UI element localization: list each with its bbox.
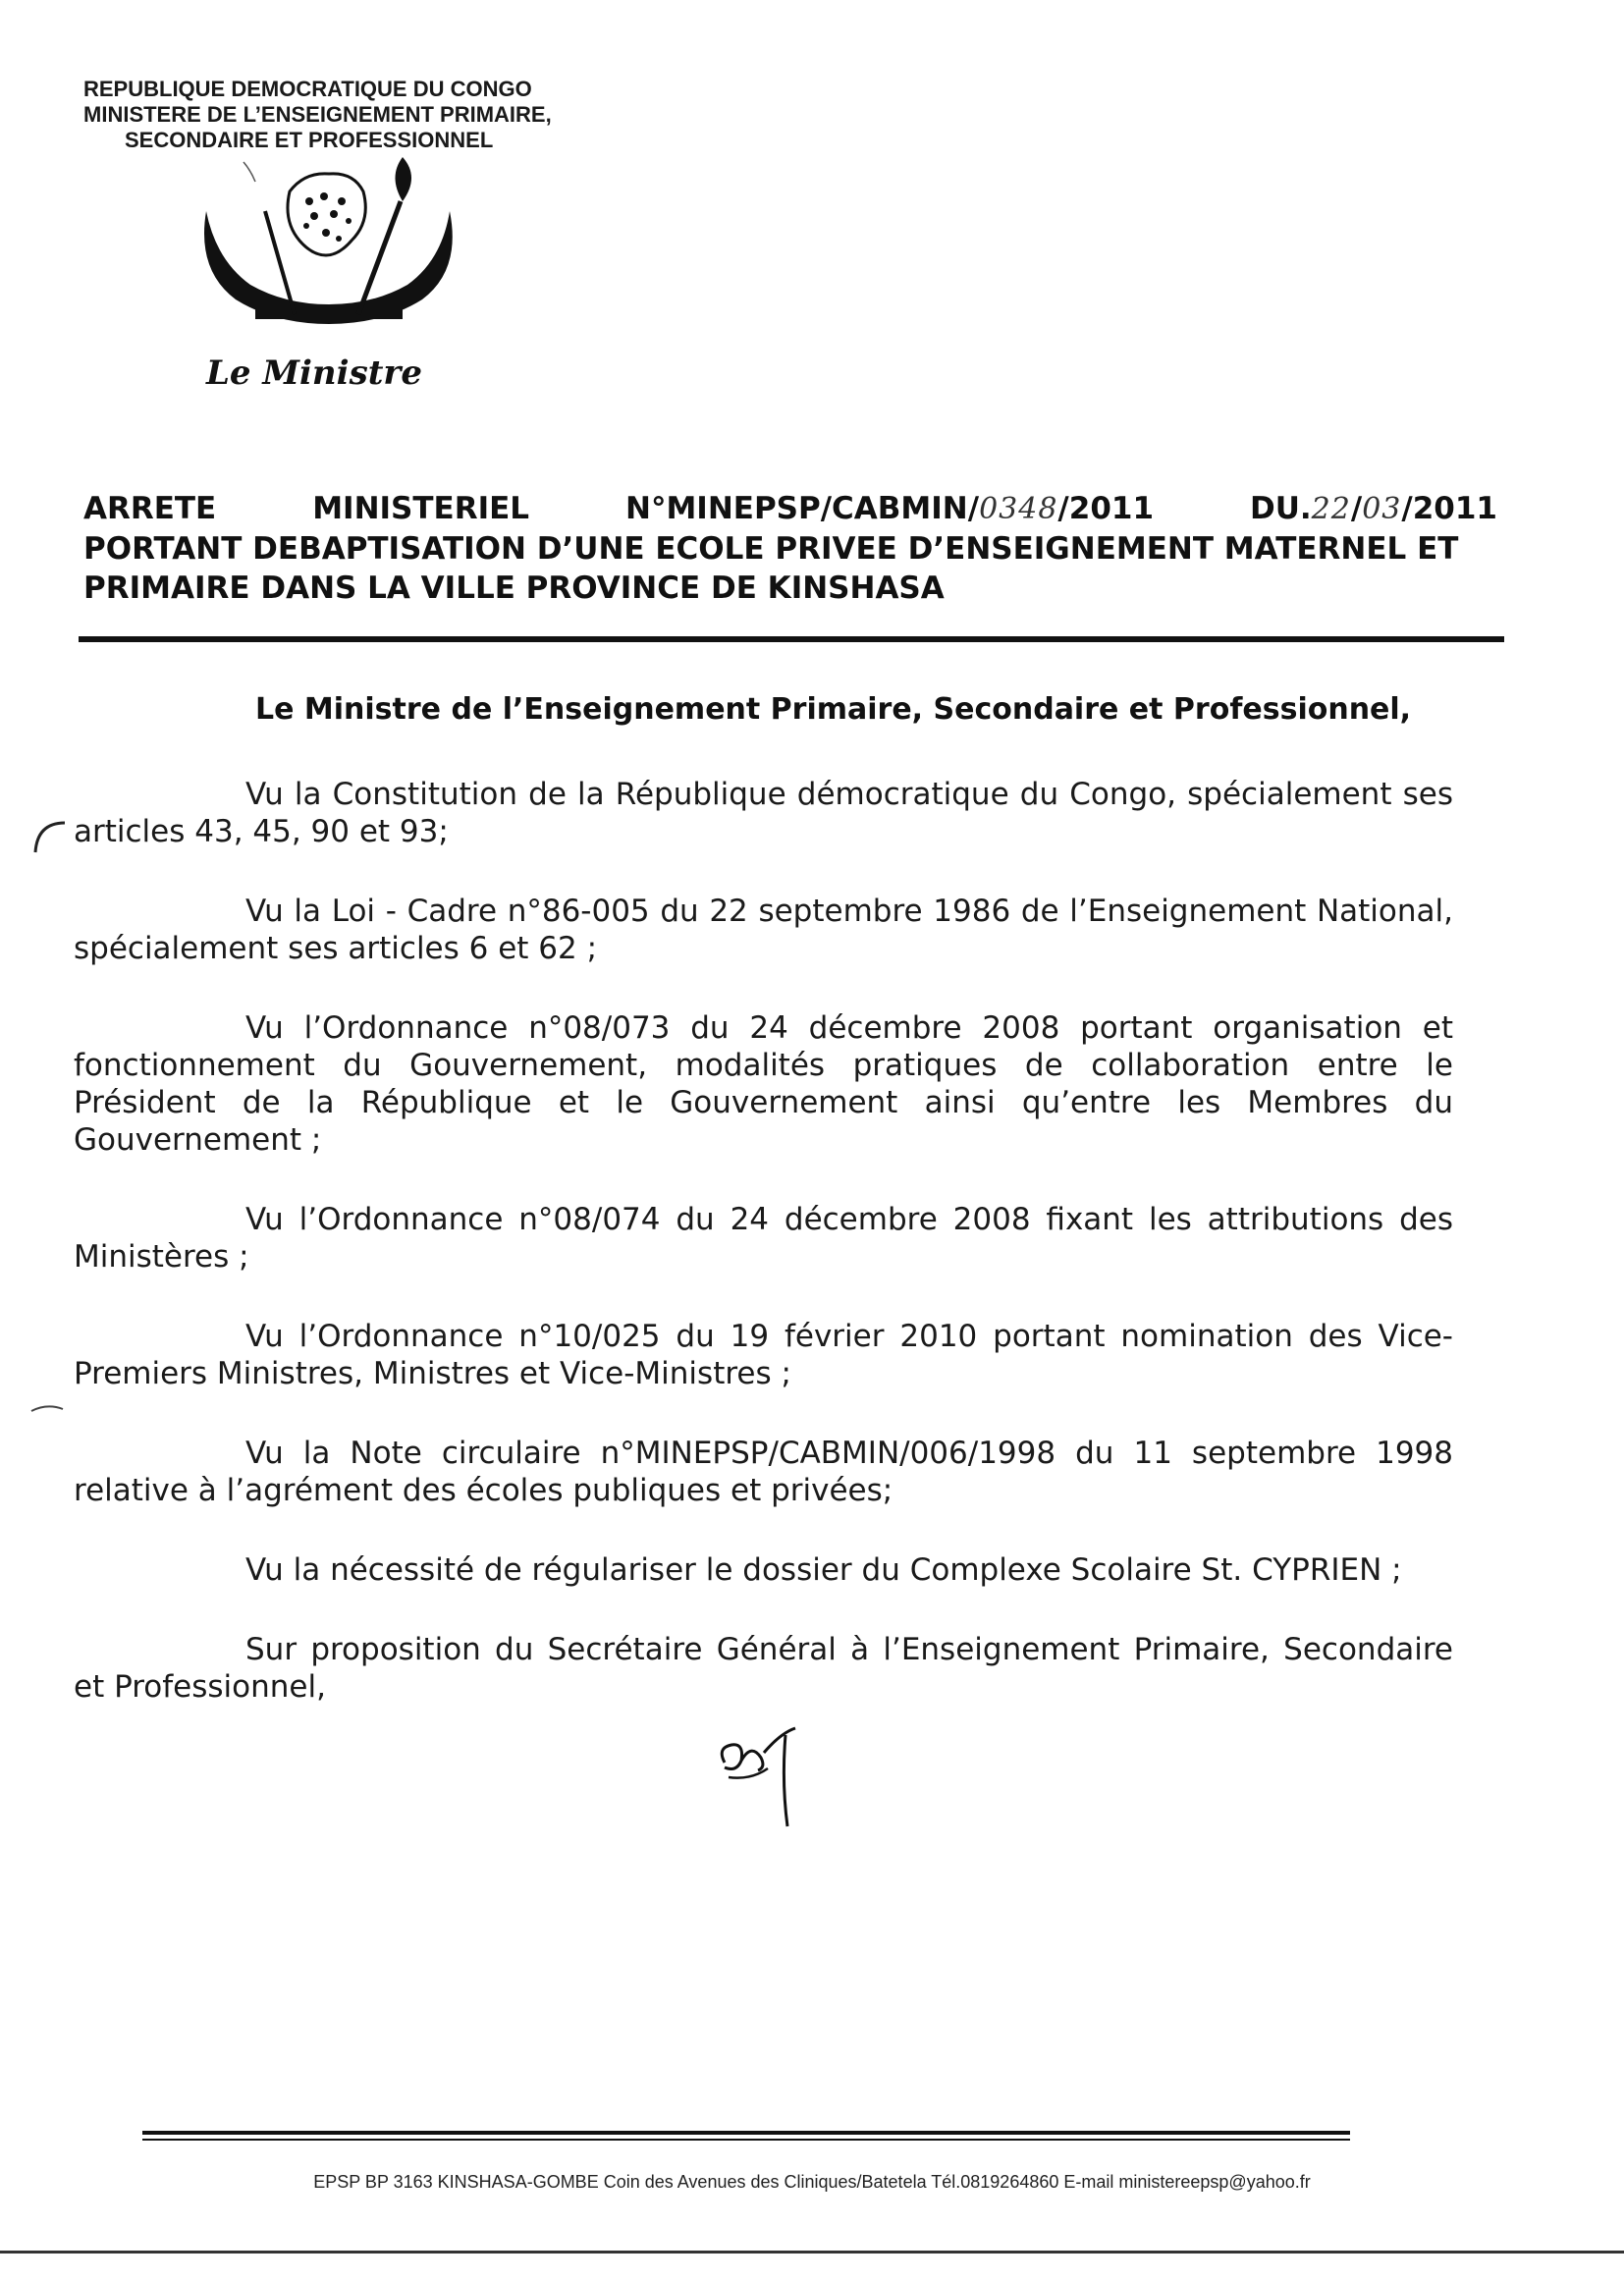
margin-dash-icon — [27, 1399, 67, 1419]
decree-reference — [625, 489, 1154, 529]
letterhead-ministry-cont: SECONDAIRE ET PROFESSIONNEL — [125, 128, 494, 152]
page-edge — [0, 2251, 1624, 2254]
preamble-paragraph: Vu la nécessité de régulariser le dossier du Complexe Scolaire St. CYPRIEN ; — [245, 1552, 1402, 1588]
letterhead-country: REPUBLIQUE DEMOCRATIQUE DU CONGO — [83, 77, 532, 101]
ref-year: /2011 — [1057, 491, 1155, 526]
decree-title — [83, 489, 1497, 608]
handwritten-date-month: 03 — [1362, 492, 1402, 526]
preamble-paragraph: Vu l’Ordonnance n°10/025 du 19 février 2010 portant nomination des Vice-Premiers Ministres, Ministres et Vice-Ministres ; — [74, 1319, 1453, 1391]
minister-label: Le Ministre — [206, 353, 422, 393]
title-word-arrete: ARRETE — [83, 491, 217, 526]
letterhead-ministry: MINISTERE DE L’ENSEIGNEMENT PRIMAIRE, — [83, 102, 552, 127]
handwritten-date-day: 22 — [1311, 492, 1351, 526]
date-sep: / — [1350, 491, 1363, 526]
preamble-paragraph: Vu l’Ordonnance n°08/073 du 24 décembre 2008 portant organisation et fonctionnement du Gouvernement, modalités pratiques de collaboration entre le Président de la République et le Gouvernement ainsi qu’entre les Membres du Gouvernement ; — [74, 1010, 1453, 1158]
ref-prefix: N°MINEPSP/CABMIN/ — [625, 491, 980, 526]
footer-divider-thin — [142, 2139, 1350, 2141]
handwritten-ref-number: 0348 — [979, 492, 1058, 526]
date-prefix: DU. — [1249, 491, 1312, 526]
coat-of-arms-emblem — [196, 152, 461, 349]
preamble-paragraph: Vu la Loi - Cadre n°86-005 du 22 septembre 1986 de l’Enseignement National, spécialement ses articles 6 et 62 ; — [74, 894, 1453, 966]
preamble-paragraph: Vu la Note circulaire n°MINEPSP/CABMIN/006/1998 du 11 septembre 1998 relative à l’agrément des écoles publiques et privées; — [74, 1436, 1453, 1508]
preamble — [74, 776, 1453, 1748]
preamble-paragraph: Vu la Constitution de la République démocratique du Congo, spécialement ses articles 43, 45, 90 et 93; — [74, 777, 1453, 849]
preamble-paragraph: Sur proposition du Secrétaire Général à l’Enseignement Primaire, Secondaire et Professionnel, — [74, 1632, 1453, 1705]
preamble-paragraph: Vu l’Ordonnance n°08/074 du 24 décembre 2008 fixant les attributions des Ministères ; — [74, 1202, 1453, 1275]
title-line-3: PRIMAIRE DANS LA VILLE PROVINCE DE KINSHASA — [83, 570, 945, 606]
decree-date — [1250, 489, 1497, 529]
footer-contact: EPSP BP 3163 KINSHASA-GOMBE Coin des Avenues des Cliniques/Batetela Tél.0819264860 E-mail ministereepsp@yahoo.fr — [313, 2172, 1311, 2192]
footer-divider — [142, 2131, 1350, 2135]
title-divider — [79, 636, 1504, 642]
title-line-2: PORTANT DEBAPTISATION D’UNE ECOLE PRIVEE D’ENSEIGNEMENT MATERNEL ET — [83, 531, 1459, 567]
initials-signature-icon — [707, 1723, 815, 1831]
title-word-ministeriel: MINISTERIEL — [312, 491, 530, 526]
minister-heading: Le Ministre de l’Enseignement Primaire, Secondaire et Professionnel, — [255, 692, 1412, 727]
date-year: /2011 — [1401, 491, 1497, 526]
letterhead — [83, 77, 653, 153]
margin-mark-icon — [27, 817, 67, 856]
